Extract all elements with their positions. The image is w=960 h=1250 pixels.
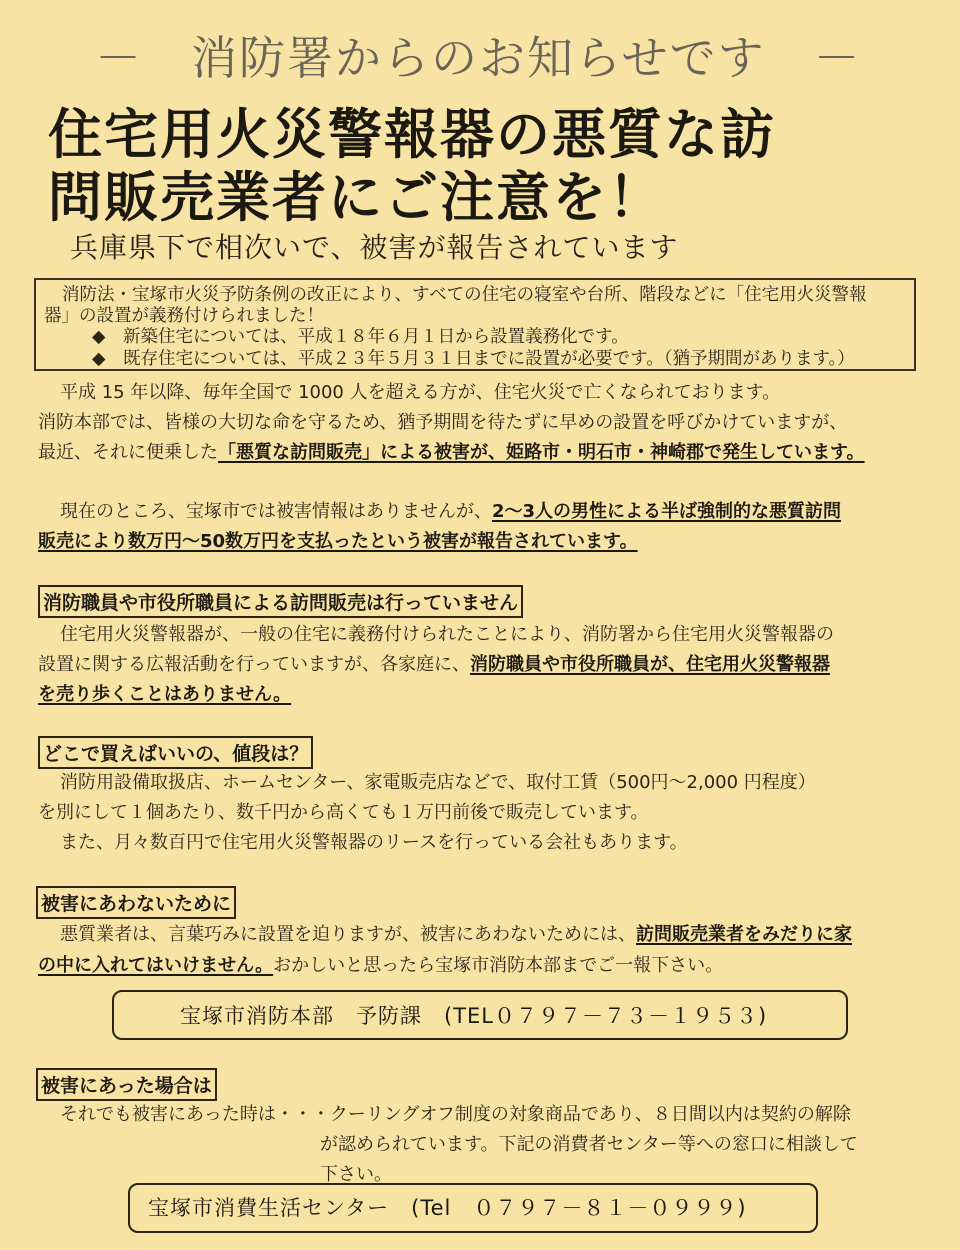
- section4-line-1: それでも被害にあった時は・・・クーリングオフ制度の対象商品であり、８日間以内は契約の解除: [60, 1104, 851, 1125]
- section2-line-2: を別にして１個あたり、数千円から高くても１万円前後で販売しています。: [38, 802, 649, 823]
- section-heading-where-to-buy: どこで買えばいいの、値段は？: [38, 736, 313, 769]
- current-line-2-underlined: 販売により数万円～50数万円を支払ったという被害が報告されています。: [38, 531, 638, 552]
- subtitle: 兵庫県下で相次いで、被害が報告されています: [70, 231, 679, 264]
- section1-line-2-plain: 設置に関する広報活動を行っていますが、各家庭に、: [38, 654, 470, 675]
- section1-line-2: [38, 650, 830, 676]
- section3-line-1-underlined: 訪問販売業者をみだりに家: [636, 924, 852, 945]
- section1-line-3: [38, 680, 291, 706]
- intro-line-3: [38, 438, 865, 464]
- section3-line-1: [60, 920, 852, 946]
- title-line-1: 住宅用火災警報器の悪質な訪: [48, 103, 776, 166]
- section3-line-2-underlined: の中に入れてはいけません。: [38, 955, 274, 976]
- notice-line-2: 器」の設置が義務付けられました！: [44, 306, 324, 326]
- section-heading-avoid-damage: 被害にあわないために: [36, 886, 236, 919]
- section3-line-1-plain: 悪質業者は、言葉巧みに設置を迫りますが、被害にあわないためには、: [60, 924, 636, 945]
- fire-department-contact: 宝塚市消防本部 予防課 (TEL０７９７－７３－１９５３): [180, 1004, 768, 1028]
- title-line-2: 問販売業者にご注意を！: [48, 166, 664, 229]
- section2-line-1: 消防用設備取扱店、ホームセンター、家電販売店などで、取付工賃（500円～2,000 円程度）: [60, 772, 816, 793]
- section-heading-if-damaged: 被害にあった場合は: [36, 1068, 217, 1101]
- intro-line-3-underlined: 「悪質な訪問販売」による被害が、姫路市・明石市・神崎郡で発生しています。: [218, 442, 865, 463]
- section1-line-1: 住宅用火災警報器が、一般の住宅に義務付けられたことにより、消防署から住宅用火災警報器の: [60, 624, 834, 645]
- intro-line-1: 平成 15 年以降、毎年全国で 1000 人を超える方が、住宅火災で亡くなられております。: [60, 382, 781, 403]
- notice-line-1: 消防法・宝塚市火災予防条例の改正により、すべての住宅の寝室や台所、階段などに「住宅用火災警報: [62, 285, 867, 305]
- consumer-center-contact: 宝塚市消費生活センター (Tel ０７９７－８１－０９９９): [148, 1196, 747, 1220]
- current-line-2: [38, 527, 638, 553]
- current-line-1: [60, 497, 841, 523]
- notice-bullet-2: ◆ 既存住宅については、平成２３年５月３１日までに設置が必要です。（猶予期間があります。）: [92, 349, 855, 369]
- current-line-1-underlined: 2～3人の男性による半ば強制的な悪質訪問: [492, 501, 842, 522]
- current-line-1-plain: 現在のところ、宝塚市では被害情報はありませんが、: [60, 501, 492, 522]
- section3-line-2: [38, 951, 723, 977]
- section1-line-2-underlined: 消防職員や市役所職員が、住宅用火災警報器: [470, 654, 830, 675]
- section-heading-no-door-sales: 消防職員や市役所職員による訪問販売は行っていません: [38, 585, 523, 618]
- section4-line-2: が認められています。下記の消費者センター等への窓口に相談して: [320, 1134, 858, 1155]
- intro-line-3-plain: 最近、それに便乗した: [38, 442, 218, 463]
- notice-bullet-1: ◆ 新築住宅については、平成１８年６月１日から設置義務化です。: [92, 327, 629, 347]
- intro-line-2: 消防本部では、皆様の大切な命を守るため、猶予期間を待たずに早めの設置を呼びかけていますが、: [38, 412, 848, 433]
- section2-line-3: また、月々数百円で住宅用火災警報器のリースを行っている会社もあります。: [60, 832, 688, 853]
- section3-line-2-plain: おかしいと思ったら宝塚市消防本部までご一報下さい。: [273, 955, 724, 976]
- section4-line-3: 下さい。: [320, 1164, 392, 1185]
- notice-header: － 消防署からのお知らせです －: [95, 31, 862, 85]
- section1-line-3-underlined: を売り歩くことはありません。: [38, 684, 292, 705]
